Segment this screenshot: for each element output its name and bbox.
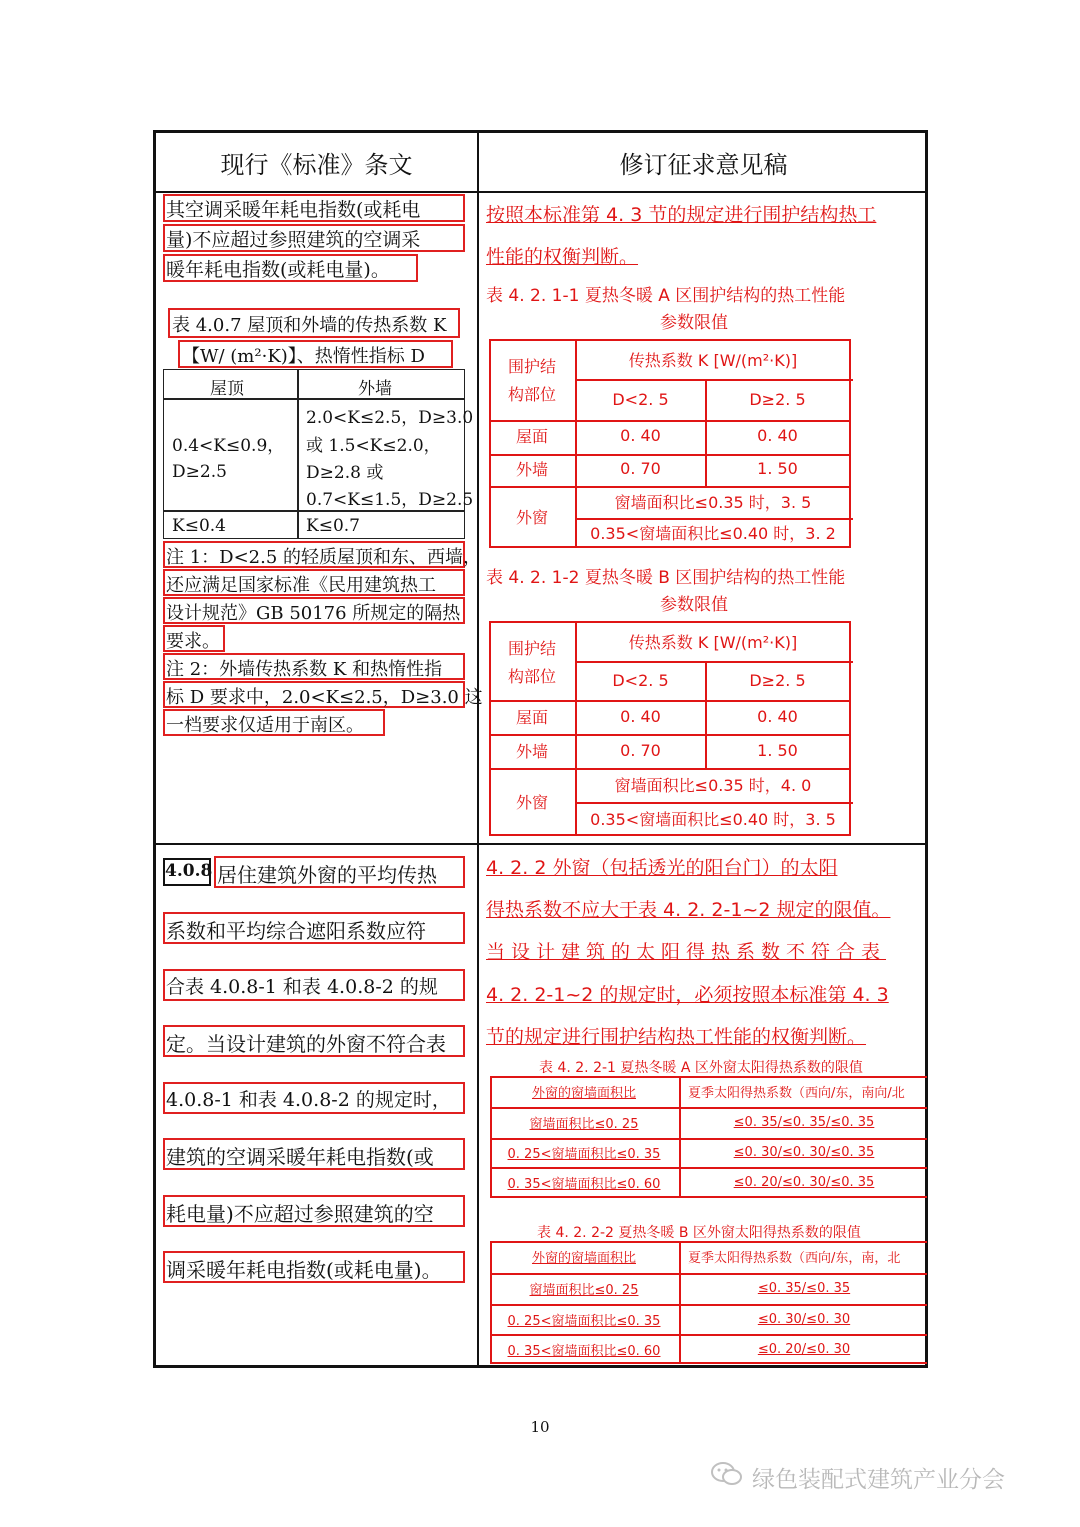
- right-bottom-line-5: 节的规定进行围护结构热工性能的权衡判断。: [486, 1026, 867, 1048]
- table-a-d-ge: D≥2. 5: [749, 390, 806, 409]
- table-4-0-7-caption-1: 表 4.0.7 屋顶和外墙的传热系数 K: [172, 315, 447, 336]
- note-1-line-1: 注 1：D<2.5 的轻质屋顶和东、西墙，: [166, 547, 482, 568]
- note-1-line-2: 还应满足国家标准《民用建筑热工: [166, 575, 436, 596]
- table-b-roof-v2: 0. 40: [757, 706, 798, 726]
- header-current-standard: 现行《标准》条文: [220, 150, 413, 179]
- roof-d-range: D≥2.5: [172, 462, 227, 482]
- table-b-caption-1: 表 4. 2. 1-2 夏热冬暖 B 区围护结构的热工性能: [486, 568, 846, 588]
- note-2-line-3: 一档要求仅适用于南区。: [166, 715, 364, 736]
- wall-range-4: 0.7<K≤1.5，D≥2.5: [306, 490, 474, 510]
- table-b-wall-label: 外墙: [515, 741, 548, 761]
- header-divider: [156, 191, 925, 193]
- left-top-line-3: 暖年耗电指数(或耗电量)。: [166, 259, 390, 281]
- table-a-wall-v2: 1. 50: [757, 459, 798, 478]
- table-b-d-lt: D<2. 5: [612, 671, 669, 690]
- t2-header-shgc: 夏季太阳得热系数（西向/东，南，北: [688, 1251, 901, 1266]
- table-4-0-7-caption-2: 【W/ (m²·K)】、热惰性指标 D: [182, 346, 425, 367]
- t1-header-shgc: 夏季太阳得热系数（西向/东，南向/北: [688, 1085, 905, 1101]
- right-top-line-1: 按照本标准第 4. 3 节的规定进行围护结构热工: [486, 204, 877, 226]
- table-b-roof-v1: 0. 40: [620, 706, 661, 726]
- wall-range-3: D≥2.8 或: [306, 463, 384, 483]
- table-b-caption-2: 参数限值: [660, 595, 728, 615]
- wall-range-1: 2.0<K≤2.5，D≥3.0: [306, 408, 474, 428]
- clause-line-5: 4.0.8-1 和表 4.0.8-2 的规定时，: [166, 1089, 451, 1111]
- t1-header-ratio: 外窗的窗墙面积比: [531, 1085, 636, 1101]
- table-a-k-header: 传热系数 K [W/(m²·K)]: [628, 350, 798, 370]
- t1-r1-ratio: 窗墙面积比≤0. 25: [529, 1116, 639, 1132]
- table-b-d-ge: D≥2. 5: [749, 671, 806, 690]
- table-a-window-row-1: 窗墙面积比≤0.35 时，3. 5: [614, 492, 812, 512]
- right-bottom-line-2: 得热系数不应大于表 4. 2. 2-1~2 规定的限值。: [486, 899, 891, 921]
- table-a-caption-1: 表 4. 2. 1-1 夏热冬暖 A 区围护结构的热工性能: [486, 286, 846, 306]
- right-bottom-line-1: 4. 2. 2 外窗（包括透光的阳台门）的太阳: [486, 857, 838, 879]
- roof-k-limit: K≤0.4: [172, 516, 226, 536]
- clause-number: 4.0.8: [165, 861, 213, 881]
- t2-r1-ratio: 窗墙面积比≤0. 25: [529, 1282, 639, 1298]
- t1-r1-value: ≤0. 35/≤0. 35/≤0. 35: [733, 1114, 875, 1130]
- table-a-corner-2: 构部位: [507, 384, 556, 404]
- t1-r3-ratio: 0. 35<窗墙面积比≤0. 60: [507, 1176, 661, 1192]
- t2-r2-value: ≤0. 30/≤0. 30: [757, 1311, 851, 1327]
- left-top-line-2: 量)不应超过参照建筑的空调采: [166, 229, 421, 251]
- note-1-line-4: 要求。: [166, 631, 220, 652]
- clause-line-2: 系数和平均综合遮阳系数应符: [166, 919, 426, 943]
- table-2-1-caption: 表 4. 2. 2-1 夏热冬暖 A 区外窗太阳得热系数的限值: [539, 1060, 863, 1076]
- th-wall: 外墙: [358, 379, 392, 399]
- t2-r1-value: ≤0. 35/≤0. 35: [757, 1280, 851, 1296]
- t2-r2-ratio: 0. 25<窗墙面积比≤0. 35: [507, 1313, 661, 1329]
- header-revision-draft: 修订征求意见稿: [619, 150, 788, 179]
- table-a-corner-1: 围护结: [507, 356, 556, 376]
- t2-r3-value: ≤0. 20/≤0. 30: [757, 1341, 851, 1357]
- page-number: 10: [530, 1418, 550, 1436]
- wall-range-2: 或 1.5<K≤2.0，: [306, 436, 441, 456]
- table-b-corner-1: 围护结: [507, 638, 556, 658]
- table-b-roof-label: 屋面: [515, 707, 548, 727]
- table-a-roof-v1: 0. 40: [620, 426, 661, 445]
- table-b-window-label: 外窗: [515, 792, 548, 812]
- clause-line-4: 定。当设计建筑的外窗不符合表: [166, 1032, 446, 1056]
- wall-k-limit: K≤0.7: [306, 516, 360, 536]
- t1-r2-ratio: 0. 25<窗墙面积比≤0. 35: [507, 1147, 661, 1162]
- table-a-roof-v2: 0. 40: [757, 426, 798, 445]
- column-divider: [477, 133, 479, 1365]
- watermark-text: 绿色装配式建筑产业分会: [752, 1466, 1005, 1493]
- t1-r3-value: ≤0. 20/≤0. 30/≤0. 35: [733, 1174, 875, 1190]
- t1-r2-value: ≤0. 30/≤0. 30/≤0. 35: [733, 1145, 875, 1160]
- table-a-wall-v1: 0. 70: [620, 459, 661, 478]
- table-2-2-caption: 表 4. 2. 2-2 夏热冬暖 B 区外窗太阳得热系数的限值: [537, 1225, 861, 1241]
- table-b-k-header: 传热系数 K [W/(m²·K)]: [628, 632, 798, 652]
- clause-line-8: 调采暖年耗电指数(或耗电量)。: [166, 1258, 442, 1282]
- clause-line-1: 居住建筑外窗的平均传热: [217, 863, 437, 887]
- table-a-window-row-2: 0.35<窗墙面积比≤0.40 时，3. 2: [590, 523, 836, 543]
- table-a-d-lt: D<2. 5: [612, 390, 669, 409]
- clause-line-7: 耗电量)不应超过参照建筑的空: [166, 1202, 434, 1226]
- row-divider: [156, 843, 925, 845]
- t2-header-ratio: 外窗的窗墙面积比: [531, 1251, 636, 1266]
- note-2-line-2: 标 D 要求中，2.0<K≤2.5，D≥3.0 这: [166, 687, 483, 708]
- clause-line-3: 合表 4.0.8-1 和表 4.0.8-2 的规: [166, 976, 438, 998]
- right-top-line-2: 性能的权衡判断。: [486, 246, 639, 268]
- right-bottom-line-4: 4. 2. 2-1~2 的规定时，必须按照本标准第 4. 3: [486, 984, 889, 1006]
- watermark: [710, 1460, 1005, 1494]
- th-roof: 屋顶: [210, 379, 244, 399]
- table-b-corner-2: 构部位: [507, 666, 556, 686]
- table-a-wall-label: 外墙: [515, 460, 548, 479]
- t2-r3-ratio: 0. 35<窗墙面积比≤0. 60: [507, 1343, 661, 1359]
- table-a-window-label: 外窗: [515, 507, 548, 527]
- table-a-caption-2: 参数限值: [660, 313, 728, 333]
- roof-k-range: 0.4<K≤0.9，: [172, 436, 285, 456]
- note-2-line-1: 注 2：外墙传热系数 K 和热惰性指: [166, 659, 443, 680]
- table-a-roof-label: 屋面: [515, 427, 548, 446]
- note-1-line-3: 设计规范》GB 50176 所规定的隔热: [166, 603, 461, 624]
- table-b-window-row-1: 窗墙面积比≤0.35 时，4. 0: [614, 775, 812, 795]
- clause-line-6: 建筑的空调采暖年耗电指数(或: [166, 1145, 434, 1169]
- table-b-wall-v2: 1. 50: [757, 740, 798, 760]
- table-b-window-row-2: 0.35<窗墙面积比≤0.40 时，3. 5: [590, 809, 836, 829]
- table-b-wall-v1: 0. 70: [620, 740, 661, 760]
- left-top-line-1: 其空调采暖年耗电指数(或耗电: [166, 199, 421, 221]
- right-bottom-line-3: 当设计建筑的太阳得热系数不符合表: [486, 941, 887, 963]
- wechat-icon: [710, 1460, 744, 1494]
